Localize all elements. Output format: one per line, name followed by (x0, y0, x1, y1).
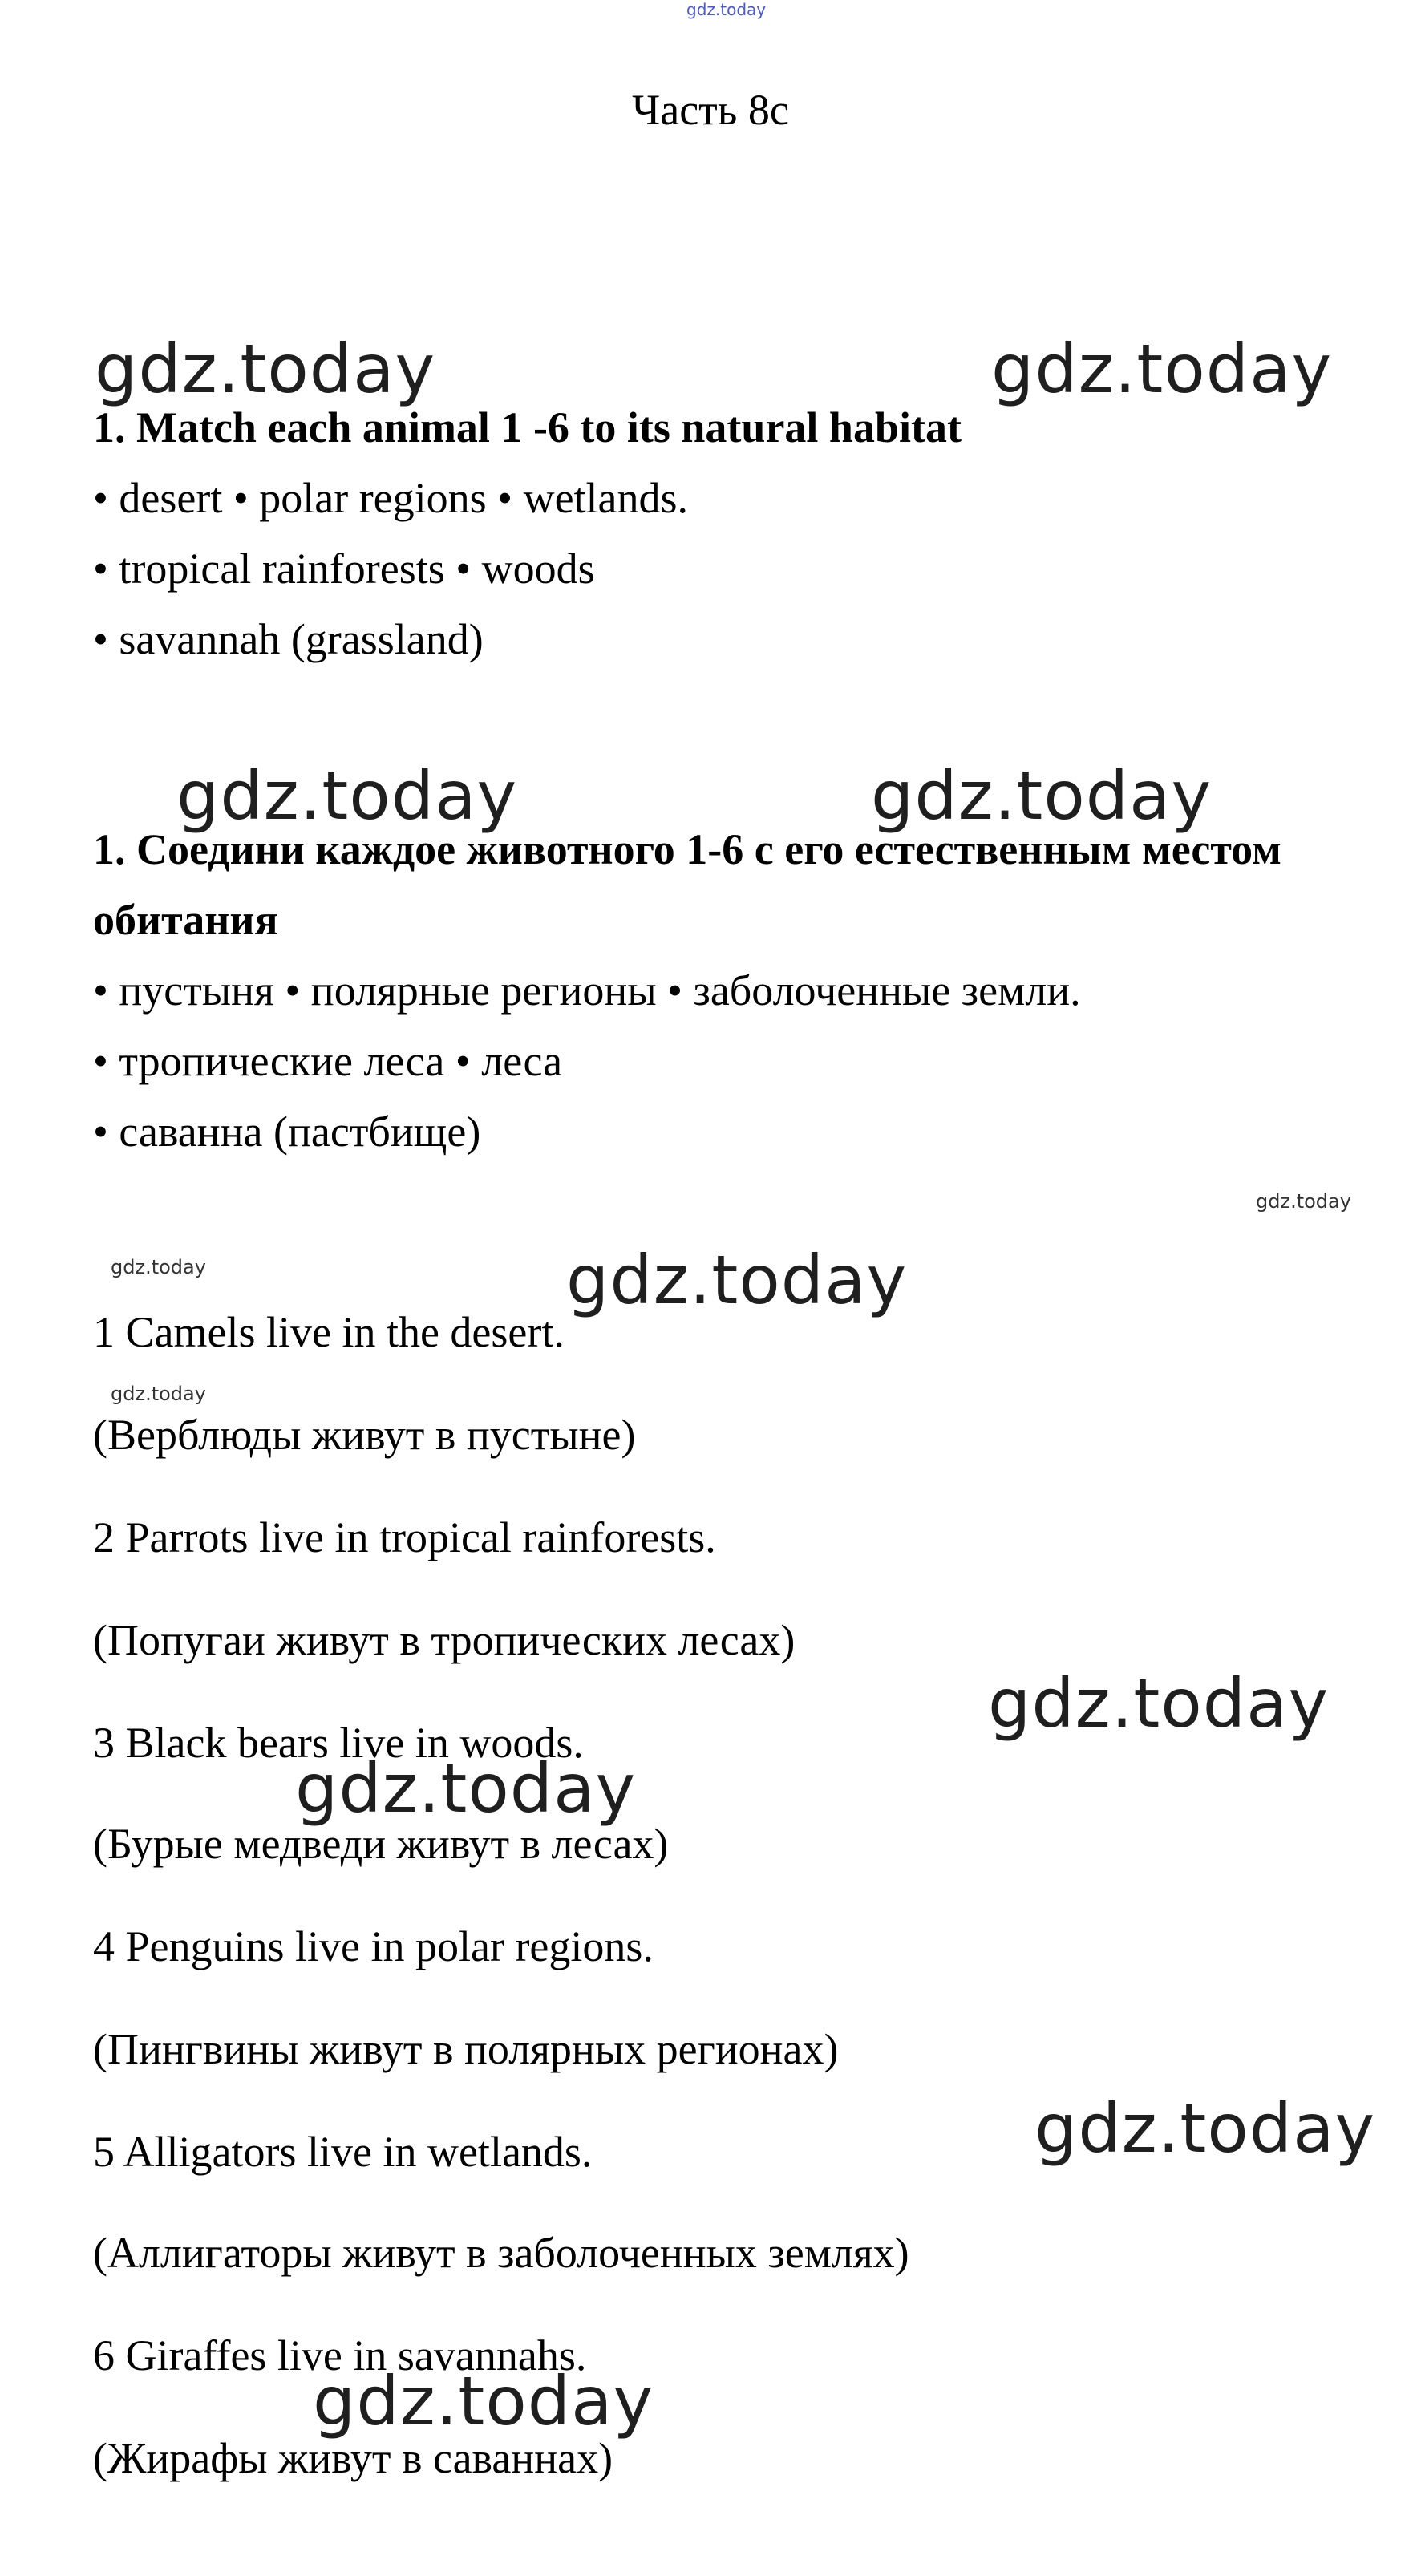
watermark: gdz.today (991, 330, 1333, 408)
task-heading-ru: 1. Соедини каждое животного 1-6 с его естественным местом (93, 825, 1281, 873)
task-bullet-en: • savannah (grassland) (93, 615, 484, 663)
answer-en: 2 Parrots live in tropical rainforests. (93, 1513, 716, 1561)
answer-ru: (Верблюды живут в пустыне) (93, 1411, 636, 1459)
watermark-small: gdz.today (111, 1383, 206, 1405)
top-watermark: gdz.today (686, 0, 767, 19)
watermark: gdz.today (871, 756, 1213, 835)
watermark-small: gdz.today (1256, 1190, 1351, 1213)
answer-en: 1 Camels live in the desert. (93, 1308, 565, 1356)
task-bullet-ru: • тропические леса • леса (93, 1037, 563, 1085)
answer-ru: (Попугаи живут в тропических лесах) (93, 1616, 796, 1664)
watermark: gdz.today (176, 756, 518, 835)
watermark: gdz.today (566, 1241, 908, 1319)
answer-ru: (Бурые медведи живут в лесах) (93, 1820, 669, 1868)
task-heading-en: 1. Match each animal 1 -6 to its natural habitat (93, 403, 962, 452)
answer-en: 4 Penguins live in polar regions. (93, 1922, 654, 1970)
page-title: Часть 8с (632, 86, 789, 134)
answer-ru: (Пингвины живут в полярных регионах) (93, 2025, 839, 2073)
watermark: gdz.today (1034, 2089, 1376, 2168)
watermark-small: gdz.today (111, 1256, 206, 1278)
task-heading-ru: обитания (93, 896, 278, 944)
task-bullet-ru: • саванна (пастбище) (93, 1108, 481, 1156)
answer-en: 5 Alligators live in wetlands. (93, 2128, 593, 2176)
answer-en: 3 Black bears live in woods. (93, 1719, 584, 1767)
task-bullet-en: • desert • polar regions • wetlands. (93, 474, 689, 522)
watermark: gdz.today (988, 1664, 1330, 1743)
watermark: gdz.today (313, 2362, 654, 2440)
answer-ru: (Жирафы живут в саваннах) (93, 2434, 613, 2482)
answer-en: 6 Giraffes live in savannahs. (93, 2331, 587, 2380)
task-bullet-ru: • пустыня • полярные регионы • заболоченные земли. (93, 966, 1081, 1015)
watermark: gdz.today (295, 1749, 637, 1828)
answer-ru: (Аллигаторы живут в заболоченных землях) (93, 2229, 909, 2277)
task-bullet-en: • tropical rainforests • woods (93, 545, 595, 593)
watermark: gdz.today (95, 330, 436, 408)
